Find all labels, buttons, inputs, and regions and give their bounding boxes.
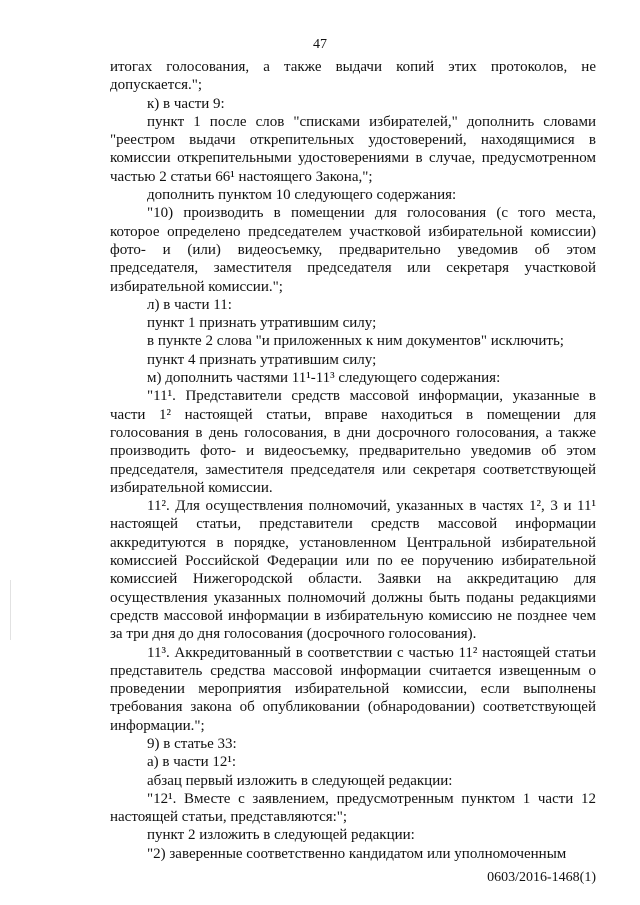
paragraph-16: абзац первый изложить в следующей редакции: <box>147 772 453 789</box>
paragraph-8: в пункте 2 слова "и приложенных к ним документов" исключить; <box>147 333 564 350</box>
paragraph-17: "12¹. Вместе с заявлением, предусмотренным пунктом 1 части 12 настоящей статьи, представляются:"; <box>110 790 596 826</box>
paragraph-13: 11³. Аккредитованный в соответствии с частью 11² настоящей статьи представитель средства массовой информации считается извещенным о проведении мероприятия избирательной комиссии, если выполнены требования закона об опубликовании (обнародовании) соответствующей информации."; <box>110 644 596 734</box>
paragraph-19: "2) заверенные соответственно кандидатом или уполномоченным <box>147 845 567 862</box>
page-number: 47 <box>313 37 327 52</box>
scan-edge-mark <box>10 580 11 640</box>
paragraph-4: дополнить пунктом 10 следующего содержания: <box>147 187 457 204</box>
paragraph-18: пункт 2 изложить в следующей редакции: <box>147 827 415 844</box>
paragraph-2: к) в части 9: <box>147 95 225 112</box>
paragraph-9: пункт 4 признать утратившим силу; <box>147 351 377 368</box>
paragraph-14: 9) в статье 33: <box>147 735 237 752</box>
paragraph-5: "10) производить в помещении для голосования (с того места, которое определено председателем участковой избирательной комиссии) фото- и (или) видеосъемку, предварительно уведомив об этом председателя, заместителя председателя или секретаря участковой избирательной комиссии."; <box>110 205 596 295</box>
paragraph-12: 11². Для осуществления полномочий, указанных в частях 1², 3 и 11¹ настоящей статьи, представители средств массовой информации аккредитуются в порядке, установленном Центральной избирательной комиссией Российской Федерации или по ее поручению избирательной комиссией Нижегородской области. Заявки на аккредитацию для осуществления указанных полномочий должны быть поданы редакциями средств массовой информации в избирательную комиссию не позднее чем за три дня до дня голосования (досрочного голосования). <box>110 498 596 643</box>
document-code: 0603/2016-1468(1) <box>487 870 596 885</box>
document-body <box>110 58 596 863</box>
paragraph-15: а) в части 12¹: <box>147 754 237 771</box>
paragraph-3: пункт 1 после слов "списками избирателей," дополнить словами "реестром выдачи открепительных удостоверений, находящимися в комиссии открепительными удостоверениями в случае, предусмотренном частью 2 статьи 66¹ настоящего Закона,"; <box>110 113 596 185</box>
paragraph-11: "11¹. Представители средств массовой информации, указанные в части 1² настоящей статьи, вправе находиться в помещении для голосования в день голосования, в дни досрочного голосования, а также производить фото- и видеосъемку, предварительно уведомив об этом председателя, заместителя председателя или секретаря соответствующей избирательной комиссии. <box>110 388 596 496</box>
paragraph-7: пункт 1 признать утратившим силу; <box>147 315 377 332</box>
paragraph-6: л) в части 11: <box>147 296 232 313</box>
paragraph-10: м) дополнить частями 11¹-11³ следующего содержания: <box>147 370 501 387</box>
paragraph-1: итогах голосования, а также выдачи копий этих протоколов, не допускается."; <box>110 59 596 94</box>
